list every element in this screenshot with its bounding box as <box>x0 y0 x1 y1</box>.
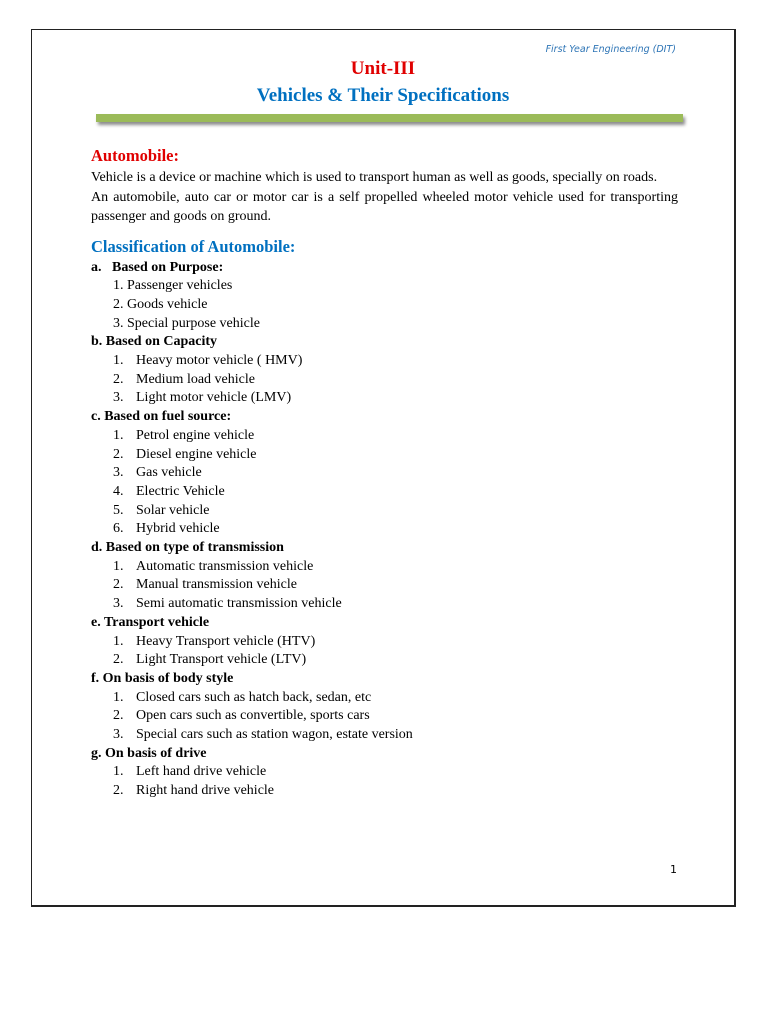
list-item: 2. Medium load vehicle <box>113 371 255 387</box>
document-page <box>31 29 736 907</box>
classification-heading: Classification of Automobile: <box>91 236 296 256</box>
page-content <box>91 144 678 801</box>
list-item: 3. Light motor vehicle (LMV) <box>113 390 292 406</box>
main-title: Vehicles & Their Specifications <box>256 85 510 106</box>
list-item: 2. Goods vehicle <box>113 296 208 312</box>
automobile-paragraph-2: An automobile, auto car or motor car is a self propelled wheeled motor vehicle used for transporting passenger and goods on ground. <box>91 189 678 224</box>
list-item: 1. Left hand drive vehicle <box>113 764 267 780</box>
list-item: 1. Passenger vehicles <box>113 278 233 294</box>
list-item: 6. Hybrid vehicle <box>113 521 220 537</box>
list-item: 2. Right hand drive vehicle <box>113 783 275 799</box>
category-title: e. Transport vehicle <box>91 614 210 630</box>
list-item: 3. Semi automatic transmission vehicle <box>113 596 342 612</box>
category-title: g. On basis of drive <box>91 745 207 761</box>
list-item: 3. Special cars such as station wagon, estate version <box>113 727 413 743</box>
list-item: 1. Closed cars such as hatch back, sedan, etc <box>113 689 372 705</box>
category-title: f. On basis of body style <box>91 670 234 686</box>
list-item: 5. Solar vehicle <box>113 502 210 518</box>
list-item: 2. Diesel engine vehicle <box>113 446 257 462</box>
header-note: First Year Engineering (DIT) <box>545 44 676 55</box>
list-item: 2. Light Transport vehicle (LTV) <box>113 652 307 668</box>
unit-title: Unit-III <box>350 58 416 79</box>
title-divider <box>96 114 683 122</box>
category-title: c. Based on fuel source: <box>91 409 232 425</box>
list-item: 4. Electric Vehicle <box>113 483 225 499</box>
category-title: d. Based on type of transmission <box>91 540 284 556</box>
list-item: 2. Open cars such as convertible, sports cars <box>113 708 370 724</box>
list-item: 1. Automatic transmission vehicle <box>113 558 314 574</box>
list-item: 1. Heavy motor vehicle ( HMV) <box>113 353 303 369</box>
page-number: 1 <box>670 863 677 876</box>
list-item: 2. Manual transmission vehicle <box>113 577 297 593</box>
list-item: 1. Heavy Transport vehicle (HTV) <box>113 633 316 649</box>
list-item: 3. Special purpose vehicle <box>113 315 260 331</box>
automobile-paragraph-1: Vehicle is a device or machine which is used to transport human as well as goods, specially on roads. <box>91 170 658 185</box>
list-item: 1. Petrol engine vehicle <box>113 427 255 443</box>
category-title: a. Based on Purpose: <box>91 259 224 275</box>
list-item: 3. Gas vehicle <box>113 465 202 481</box>
category-title: b. Based on Capacity <box>91 334 218 350</box>
automobile-heading: Automobile: <box>91 146 179 165</box>
